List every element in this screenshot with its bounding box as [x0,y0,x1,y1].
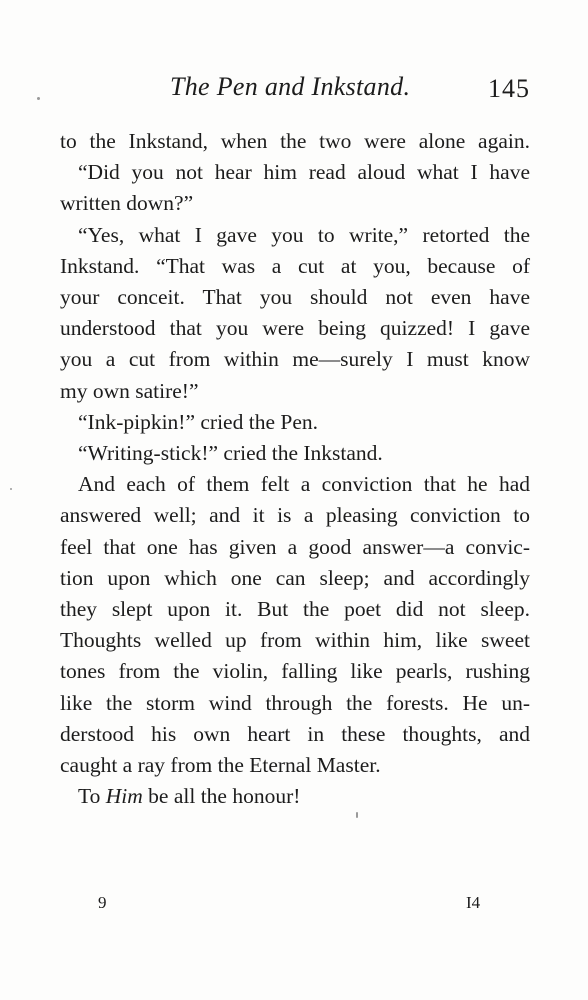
closing-line-start: To [78,784,106,809]
page-number: 145 [488,74,530,103]
text-line: “Writing-stick!” cried the Inkstand. [78,441,383,466]
closing-line-end: be all the honour! [142,784,301,809]
text-line: you a cut from within me—surely I must know [60,347,530,372]
text-line: Inkstand. “That was a cut at you, because of [60,253,530,278]
body-text [60,126,530,812]
text-line: Thoughts welled up from within him, like sweet [60,628,530,653]
page-header [60,72,530,112]
catchword-mark: I4 [466,893,481,912]
text-line: to the Inkstand, when the two were alone again. [60,129,530,153]
text-line: “Did you not hear him read aloud what I have [78,160,530,185]
text-line: answered well; and it is a pleasing conviction to [60,503,530,528]
closing-line [60,781,530,812]
text-line: like the storm wind through the forests. He un- [60,690,530,715]
text-line: written down?” [60,191,194,216]
text-line: derstood his own heart in these thoughts, and [60,721,530,746]
text-line: “Ink-pipkin!” cried the Pen. [78,409,318,434]
running-title: The Pen and Inkstand. [170,72,411,101]
paper-speck [356,812,358,818]
text-line: tones from the violin, falling like pearls, rushing [60,659,530,684]
text-line: my own satire!” [60,378,199,403]
text-line: And each of them felt a conviction that he had [78,472,530,497]
text-line: “Yes, what I gave you to write,” retorted the [78,222,530,247]
text-line: feel that one has given a good answer—a convic- [60,534,530,559]
text-line: tion upon which one can sleep; and accordingly [60,565,530,590]
signature-mark: 9 [98,893,107,912]
text-line: your conceit. That you should not even have [60,285,530,310]
text-line: caught a ray from the Eternal Master. [60,753,381,778]
closing-line-emphasis: Him [105,784,143,809]
text-line: understood that you were being quizzed! I gave [60,316,530,341]
paper-speck [10,488,12,490]
paper-speck [37,97,40,100]
text-line: they slept upon it. But the poet did not sleep. [60,597,530,622]
